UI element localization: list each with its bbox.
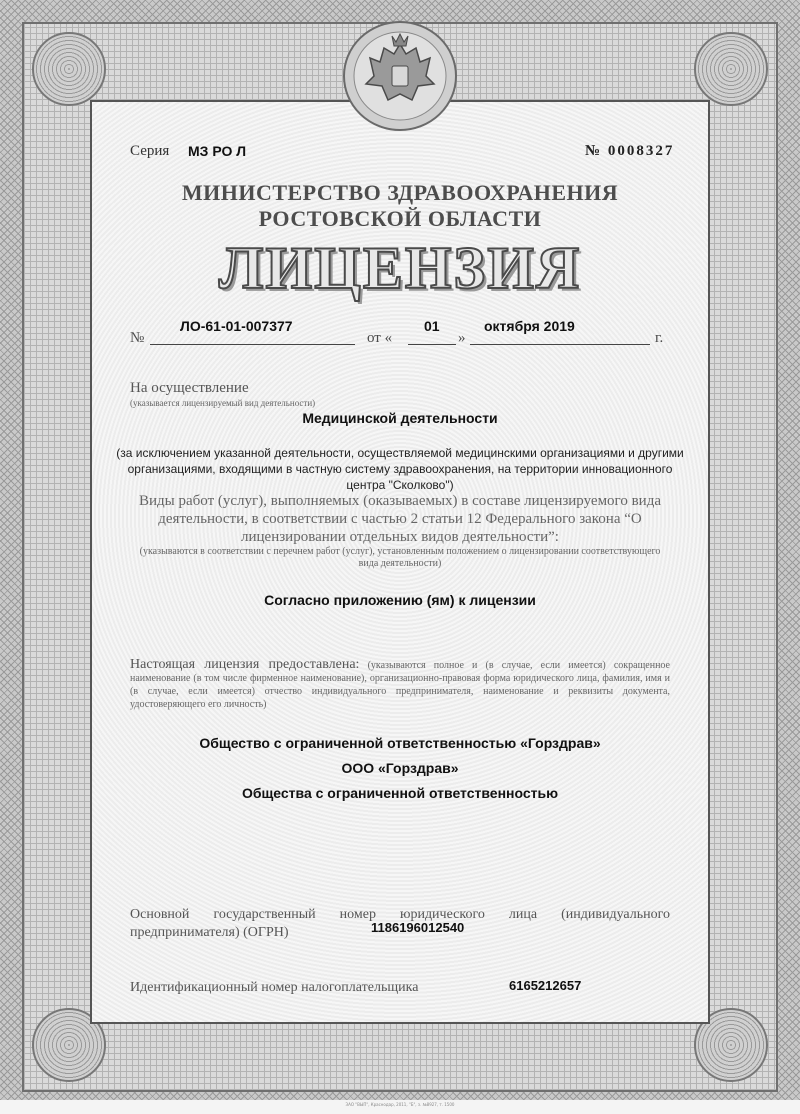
activity-exclusion: (за исключением указанной деятельности, осуществляемой медицинскими организациями и другими организациями, входящими в частную систему здравоохранения, на территории инновационного центра "Сколково") xyxy=(116,446,684,492)
day-underline xyxy=(408,344,456,345)
issuer-line-2: РОСТОВСКОЙ ОБЛАСТИ xyxy=(258,206,542,231)
corner-rosette xyxy=(694,32,768,106)
license-day: 01 xyxy=(424,318,440,334)
ogrn-label: Основной государственный номер юридического лица (индивидуального предпринимателя) (ОГРН) xyxy=(130,907,670,940)
inn-value: 6165212657 xyxy=(509,978,582,993)
issuer-line-1: МИНИСТЕРСТВО ЗДРАВООХРАНЕНИЯ xyxy=(181,180,619,205)
granted-to-label: Настоящая лицензия предоставлена: xyxy=(130,657,360,672)
company-full-name: Общество с ограниченной ответственностью «Горздрав» xyxy=(199,735,601,751)
month-underline xyxy=(470,344,650,345)
corner-rosette xyxy=(32,32,106,106)
license-number: ЛО-61-01-007377 xyxy=(180,318,293,334)
date-close-quote: » xyxy=(458,330,466,346)
activity-label: На осуществление xyxy=(130,380,249,396)
form-serial-number: № 0008327 xyxy=(585,143,675,159)
date-from-label: от « xyxy=(367,330,393,346)
works-value: Согласно приложению (ям) к лицензии xyxy=(264,592,536,608)
number-underline xyxy=(150,344,355,345)
printer-imprint: ЗАО "ВЫП", Краснодар, 2011, "Б", з. №8927, т. 1500 xyxy=(345,1102,455,1107)
double-headed-eagle-emblem-icon xyxy=(340,14,460,134)
company-short-name: ООО «Горздрав» xyxy=(341,760,459,776)
ogrn-value: 1186196012540 xyxy=(371,920,465,935)
license-month-year: октября 2019 xyxy=(484,318,575,334)
series-label: Серия xyxy=(130,143,170,159)
granted-to-block xyxy=(130,658,670,711)
activity-value: Медицинской деятельности xyxy=(302,410,498,426)
company-legal-form: Общества с ограниченной ответственностью xyxy=(241,785,559,801)
inn-label: Идентификационный номер налогоплательщика xyxy=(130,980,419,995)
granted-to-hint: (указываются полное и (в случае, если имеется) сокращенное наименование (в том числе фирменное наименование), организационно-правовая форма юридического лица, фамилия, имя и (в случае, если имеется) отчество индивидуального предпринимателя, наименование и реквизиты документа, удостоверяющего его личность) xyxy=(130,660,670,710)
activity-hint: (указывается лицензируемый вид деятельности) xyxy=(130,398,316,408)
works-hint: (указываются в соответствии с перечнем работ (услуг), установленным положением о лицензировании соответствующего вида деятельности) xyxy=(139,546,661,569)
document-title: ЛИЦЕНЗИЯ xyxy=(218,235,582,301)
series-value: МЗ РО Л xyxy=(188,143,247,159)
license-number-sign: № xyxy=(130,330,145,346)
year-suffix: г. xyxy=(655,330,664,346)
works-description: Виды работ (услуг), выполняемых (оказываемых) в составе лицензируемого вида деятельности, в соответствии с частью 2 статьи 12 Федерального закона “О лицензировании отдельных видов деятельности”: xyxy=(139,493,661,545)
